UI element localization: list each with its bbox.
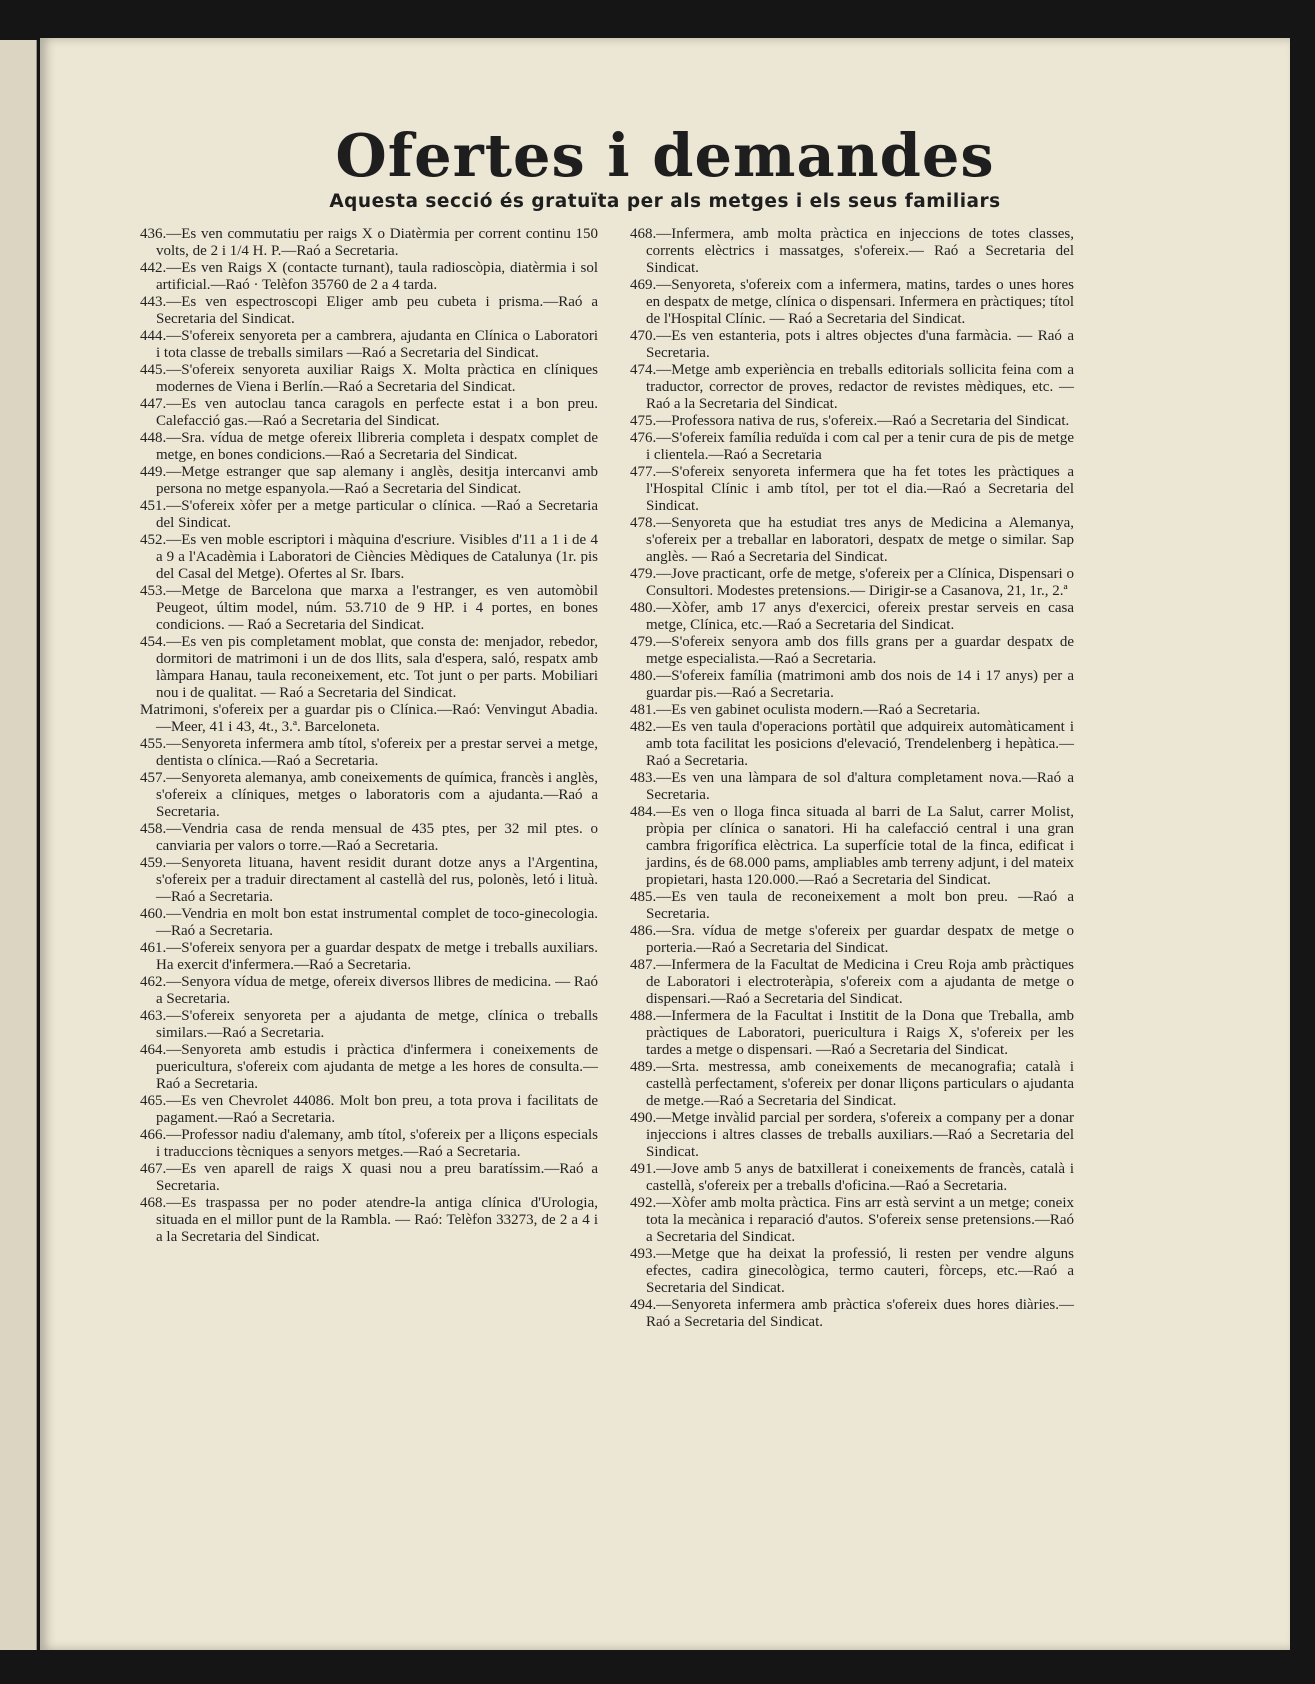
left-page-edge <box>0 40 37 1650</box>
listing-entry: 489.—Srta. mestressa, amb coneixements de mecanografia; català i castellà perfectament, s'ofereix per donar lliçons particulars o ajudanta de metge.—Raó a Secretaria del Sindicat. <box>630 1059 1074 1109</box>
listing-entry: 486.—Sra. vídua de metge s'ofereix per guardar despatx de metge o porteria.—Raó a Secretaria del Sindicat. <box>630 923 1074 956</box>
listing-entry: 468.—Es traspassa per no poder atendre-la antiga clínica d'Urologia, situada en el millor punt de la Rambla. — Raó: Telèfon 33273, de 2 a 4 i a la Secretaria del Sindicat. <box>140 1195 598 1245</box>
listing-entry: 445.—S'ofereix senyoreta auxiliar Raigs X. Molta pràctica en clíniques modernes de Viena i Berlín.—Raó a Secretaria del Sindicat. <box>140 362 598 395</box>
listing-entry: 464.—Senyoreta amb estudis i pràctica d'infermera i coneixements de puericultura, s'ofereix com ajudanta de metge a les hores de consulta.—Raó a Secretaria. <box>140 1042 598 1092</box>
listing-entry: 457.—Senyoreta alemanya, amb coneixements de química, francès i anglès, s'ofereix a clíniques, metges o laboratoris com a ajudanta.—Raó a Secretaria. <box>140 770 598 820</box>
listing-entry: 479.—S'ofereix senyora amb dos fills grans per a guardar despatx de metge especialista.—Raó a Secretaria. <box>630 634 1074 667</box>
page-subtitle: Aquesta secció és gratuïta per als metges i els seus familiars <box>329 191 1001 212</box>
listing-entry: 487.—Infermera de la Facultat de Medicina i Creu Roja amb pràctiques de Laboratori i electroteràpia, s'ofereix com a ajudanta de metge o dispensari.—Raó a Secretaria del Sindicat. <box>630 957 1074 1007</box>
listing-entry: 475.—Professora nativa de rus, s'ofereix.—Raó a Secretaria del Sindicat. <box>630 413 1070 429</box>
listing-entry: 453.—Metge de Barcelona que marxa a l'estranger, es ven automòbil Peugeot, últim model, núm. 53.710 de 9 HP. i 4 portes, en bones condicions. — Raó a Secretaria del Sindicat. <box>140 583 598 633</box>
listing-entry: 465.—Es ven Chevrolet 44086. Molt bon preu, a tota prova i facilitats de pagament.—Raó a Secretaria. <box>140 1093 598 1126</box>
listing-entry: 485.—Es ven taula de reconeixement a molt bon preu. —Raó a Secretaria. <box>630 889 1074 922</box>
listing-entry: 481.—Es ven gabinet oculista modern.—Raó a Secretaria. <box>630 702 981 718</box>
listing-entry: 459.—Senyoreta lituana, havent residit durant dotze anys a l'Argentina, s'ofereix per a traduir directament al castellà del rus, polonès, letó i lituà.—Raó a Secretaria. <box>140 855 598 905</box>
listing-entry: 492.—Xòfer amb molta pràctica. Fins arr està servint a un metge; coneix tota la mecànica i reparació d'autos. S'ofereix sense pretensions.—Raó a Secretaria del Sindicat. <box>630 1195 1074 1245</box>
listing-entry: Matrimoni, s'ofereix per a guardar pis o Clínica.—Raó: Venvingut Abadia.—Meer, 41 i 43, 4t., 3.ª. Barceloneta. <box>140 702 598 735</box>
listing-entry: 482.—Es ven taula d'operacions portàtil que adquireix automàticament i amb tota facilitat les posicions d'elevació, Trendelenberg i hepàtica.—Raó a Secretaria. <box>630 719 1074 769</box>
listing-entry: 461.—S'ofereix senyora per a guardar despatx de metge i treballs auxiliars. Ha exercit d'infermera.—Raó a Secretaria. <box>140 940 598 973</box>
listing-entry: 484.—Es ven o lloga finca situada al barri de La Salut, carrer Molist, pròpia per clínica o sanatori. Hi ha calefacció central i una gran cambra frigorífica elèctrica. La superfície total de la finca, edificat i jardins, és de 68.000 pams, ampliables amb terreny adjunt, i del mateix propietari, hasta 120.000.—Raó a Secretaria del Sindicat. <box>630 804 1074 888</box>
listing-entry: 483.—Es ven una làmpara de sol d'altura completament nova.—Raó a Secretaria. <box>630 770 1074 803</box>
listing-entry: 436.—Es ven commutatiu per raigs X o Diatèrmia per corrent continu 150 volts, de 2 i 1/4 H. P.—Raó a Secretaria. <box>140 226 598 259</box>
listing-entry: 451.—S'ofereix xòfer per a metge particular o clínica. —Raó a Secretaria del Sindicat. <box>140 498 598 531</box>
listing-entry: 467.—Es ven aparell de raigs X quasi nou a preu baratíssim.—Raó a Secretaria. <box>140 1161 598 1194</box>
page-title: Ofertes i demandes <box>335 121 995 190</box>
listing-entry: 458.—Vendria casa de renda mensual de 435 ptes, per 32 mil ptes. o canviaria per valors o torre.—Raó a Secretaria. <box>140 821 598 854</box>
journal-page <box>40 38 1290 1650</box>
listing-entry: 479.—Jove practicant, orfe de metge, s'ofereix per a Clínica, Dispensari o Consultori. Modestes pretensions.— Dirigir-se a Casanova, 21, 1r., 2.ª <box>630 566 1074 599</box>
listing-entry: 448.—Sra. vídua de metge ofereix llibreria completa i despatx complet de metge, en bones condicions.—Raó a Secretaria del Sindicat. <box>140 430 598 463</box>
listing-entry: 447.—Es ven autoclau tanca caragols en perfecte estat i a bon preu. Calefacció gas.—Raó a Secretaria del Sindicat. <box>140 396 598 429</box>
listing-entry: 491.—Jove amb 5 anys de batxillerat i coneixements de francès, català i castellà, s'ofereix per a treballs d'oficina.—Raó a Secretaria. <box>630 1161 1074 1194</box>
listing-entry: 478.—Senyoreta que ha estudiat tres anys de Medicina a Alemanya, s'ofereix per a treballar en laboratori, despatx de metge o similar. Sap anglès. — Raó a Secretaria del Sindicat. <box>630 515 1074 565</box>
listing-entry: 474.—Metge amb experiència en treballs editorials sollicita feina com a traductor, corrector de proves, redactor de revistes mèdiques, etc. — Raó a la Secretaria del Sindicat. <box>630 362 1074 412</box>
listing-entry: 460.—Vendria en molt bon estat instrumental complet de toco-ginecologia.—Raó a Secretaria. <box>140 906 598 939</box>
listing-entry: 480.—S'ofereix família (matrimoni amb dos nois de 14 i 17 anys) per a guardar pis.—Raó a Secretaria. <box>630 668 1074 701</box>
listing-entry: 462.—Senyora vídua de metge, ofereix diversos llibres de medicina. — Raó a Secretaria. <box>140 974 598 1007</box>
listing-entry: 452.—Es ven moble escriptori i màquina d'escriure. Visibles d'11 a 1 i de 4 a 9 a l'Acadèmia i Laboratori de Ciències Mèdiques de Catalunya (1r. pis del Casal del Metge). Ofertes al Sr. Ibars. <box>140 532 598 582</box>
listing-entry: 455.—Senyoreta infermera amb títol, s'ofereix per a prestar servei a metge, dentista o clínica.—Raó a Secretaria. <box>140 736 598 769</box>
listing-entry: 480.—Xòfer, amb 17 anys d'exercici, ofereix prestar serveis en casa metge, Clínica, etc.—Raó a Secretaria del Sindicat. <box>630 600 1074 633</box>
listing-entry: 442.—Es ven Raigs X (contacte turnant), taula radioscòpia, diatèrmia i sol artificial.—Raó · Telèfon 35760 de 2 a 4 tarda. <box>140 260 598 293</box>
left-column <box>140 226 598 1246</box>
listing-entry: 494.—Senyoreta infermera amb pràctica s'ofereix dues hores diàries.—Raó a Secretaria del Sindicat. <box>630 1297 1074 1330</box>
listing-entry: 488.—Infermera de la Facultat i Institit de la Dona que Treballa, amb pràctiques de Laboratori, puericultura i Raigs X, s'ofereix per les tardes a metge o dispensari. —Raó a Secretaria del Sindicat. <box>630 1008 1074 1058</box>
listing-entry: 469.—Senyoreta, s'ofereix com a infermera, matins, tardes o unes hores en despatx de metge, clínica o dispensari. Infermera en pràctiques; títol de l'Hospital Clínic. — Raó a Secretaria del Sindicat. <box>630 277 1074 327</box>
listing-entry: 449.—Metge estranger que sap alemany i anglès, desitja intercanvi amb persona no metge espanyola.—Raó a Secretaria del Sindicat. <box>140 464 598 497</box>
listing-entry: 444.—S'ofereix senyoreta per a cambrera, ajudanta en Clínica o Laboratori i tota classe de treballs similars —Raó a Secretaria del Sindicat. <box>140 328 598 361</box>
listing-entry: 463.—S'ofereix senyoreta per a ajudanta de metge, clínica o treballs similars.—Raó a Secretaria. <box>140 1008 598 1041</box>
listing-entry: 477.—S'ofereix senyoreta infermera que ha fet totes les pràctiques a l'Hospital Clínic i amb títol, per tot el dia.—Raó a Secretaria del Sindicat. <box>630 464 1074 514</box>
listing-entry: 454.—Es ven pis completament moblat, que consta de: menjador, rebedor, dormitori de matrimoni i un de dos llits, sala d'espera, saló, respatx amb làmpara Hanau, taula reconeixement, etc. Tot junt o per parts. Mobiliari nou i de qualitat. — Raó a Secretaria del Sindicat. <box>140 634 598 701</box>
listing-entry: 470.—Es ven estanteria, pots i altres objectes d'una farmàcia. — Raó a Secretaria. <box>630 328 1074 361</box>
listing-entry: 443.—Es ven espectroscopi Eliger amb peu cubeta i prisma.—Raó a Secretaria del Sindicat. <box>140 294 598 327</box>
right-column <box>630 226 1074 1331</box>
listing-entry: 490.—Metge invàlid parcial per sordera, s'ofereix a company per a donar injeccions i altres classes de treballs auxiliars.—Raó a Secretaria del Sindicat. <box>630 1110 1074 1160</box>
listing-entry: 466.—Professor nadiu d'alemany, amb títol, s'ofereix per a lliçons especials i traduccions tècniques a senyors metges.—Raó a Secretaria. <box>140 1127 598 1160</box>
listing-entry: 468.—Infermera, amb molta pràctica en injeccions de totes classes, corrents elèctrics i massatges, s'ofereix.— Raó a Secretaria del Sindicat. <box>630 226 1074 276</box>
listing-entry: 493.—Metge que ha deixat la professió, li resten per vendre alguns efectes, cadira ginecològica, termo cauteri, fòrceps, etc.—Raó a Secretaria del Sindicat. <box>630 1246 1074 1296</box>
listing-entry: 476.—S'ofereix família reduïda i com cal per a tenir cura de pis de metge i clientela.—Raó a Secretaria <box>630 430 1074 463</box>
